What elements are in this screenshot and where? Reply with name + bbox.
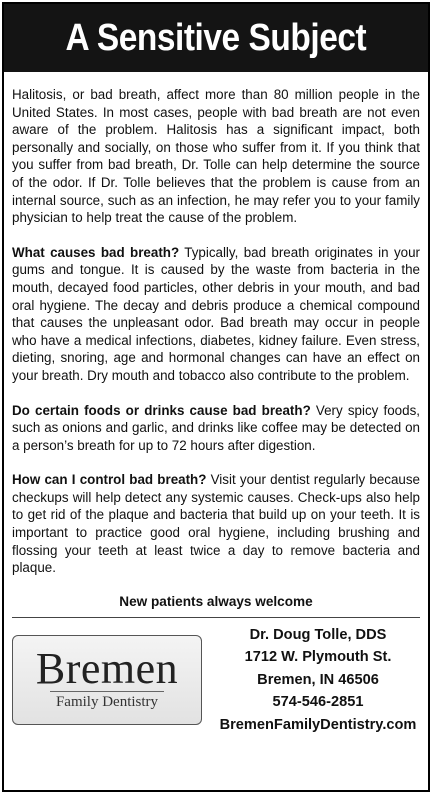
logo-subtitle: Family Dentistry (50, 691, 164, 711)
section-heading: What causes bad breath? (12, 244, 180, 260)
welcome-line: New patients always welcome (119, 593, 313, 609)
section-heading: Do certain foods or drinks cause bad breath? (12, 402, 311, 418)
article-body (4, 72, 428, 577)
section-control (12, 471, 420, 577)
contact-block (216, 624, 420, 737)
advertisement (2, 2, 430, 792)
phone-number: 574-546-2851 (272, 694, 364, 711)
intro-paragraph: Halitosis, or bad breath, affect more than 80 million people in the United States. In most cases, people with bad breath are not even aware of the problem. Halitosis has a significant impact, both personally and socially, on those who suffer from it. If you think that you suffer from bad breath, Dr. Tolle can help determine the source of the odor. If Dr. Tolle believes that the problem is cause from an internal source, such as an infection, he may refer you to your family physician to help treat the cause of the problem. (12, 87, 420, 226)
city-state-zip: Bremen, IN 46506 (257, 671, 379, 688)
section-body: Visit your dentist regularly because checkups will help detect any systemic causes. Check-ups also help to get rid of the plaque and bacteria that build up on your teeth. It is important to practice good oral hygiene, including brushing and flossing your teeth at least twice a day to remove bacteria and plaque. (12, 472, 420, 576)
website: BremenFamilyDentistry.com (219, 716, 417, 733)
page-title: A Sensitive Subject (65, 16, 367, 59)
doctor-name: Dr. Doug Tolle, DDS (249, 626, 387, 643)
section-heading: How can I control bad breath? (12, 472, 207, 488)
section-body: Very spicy foods, such as onions and garlic, and drinks like coffee may be detected on a person’s breath for up to 72 hours after digestion. (12, 402, 420, 453)
section-foods (12, 402, 420, 455)
section-body: Typically, bad breath originates in your gums and tongue. It is caused by the waste from bacteria in the mouth, decayed food particles, other debris in your mouth, and bad oral hygiene. The decay and debris produce a chemical compound that causes the unpleasant odor. Bad breath may occur in people who have a medical infections, diabetes, kidney failure. Even stress, dieting, snoring, age and hormonal changes can have an effect on your breath. Dry mouth and tobacco also contribute to the problem. (12, 244, 420, 383)
street-address: 1712 W. Plymouth St. (244, 649, 392, 666)
title-banner (4, 4, 428, 72)
footer (4, 618, 428, 737)
logo-wordmark: Bremen (35, 644, 179, 694)
section-causes (12, 244, 420, 385)
bremen-logo (12, 635, 202, 725)
